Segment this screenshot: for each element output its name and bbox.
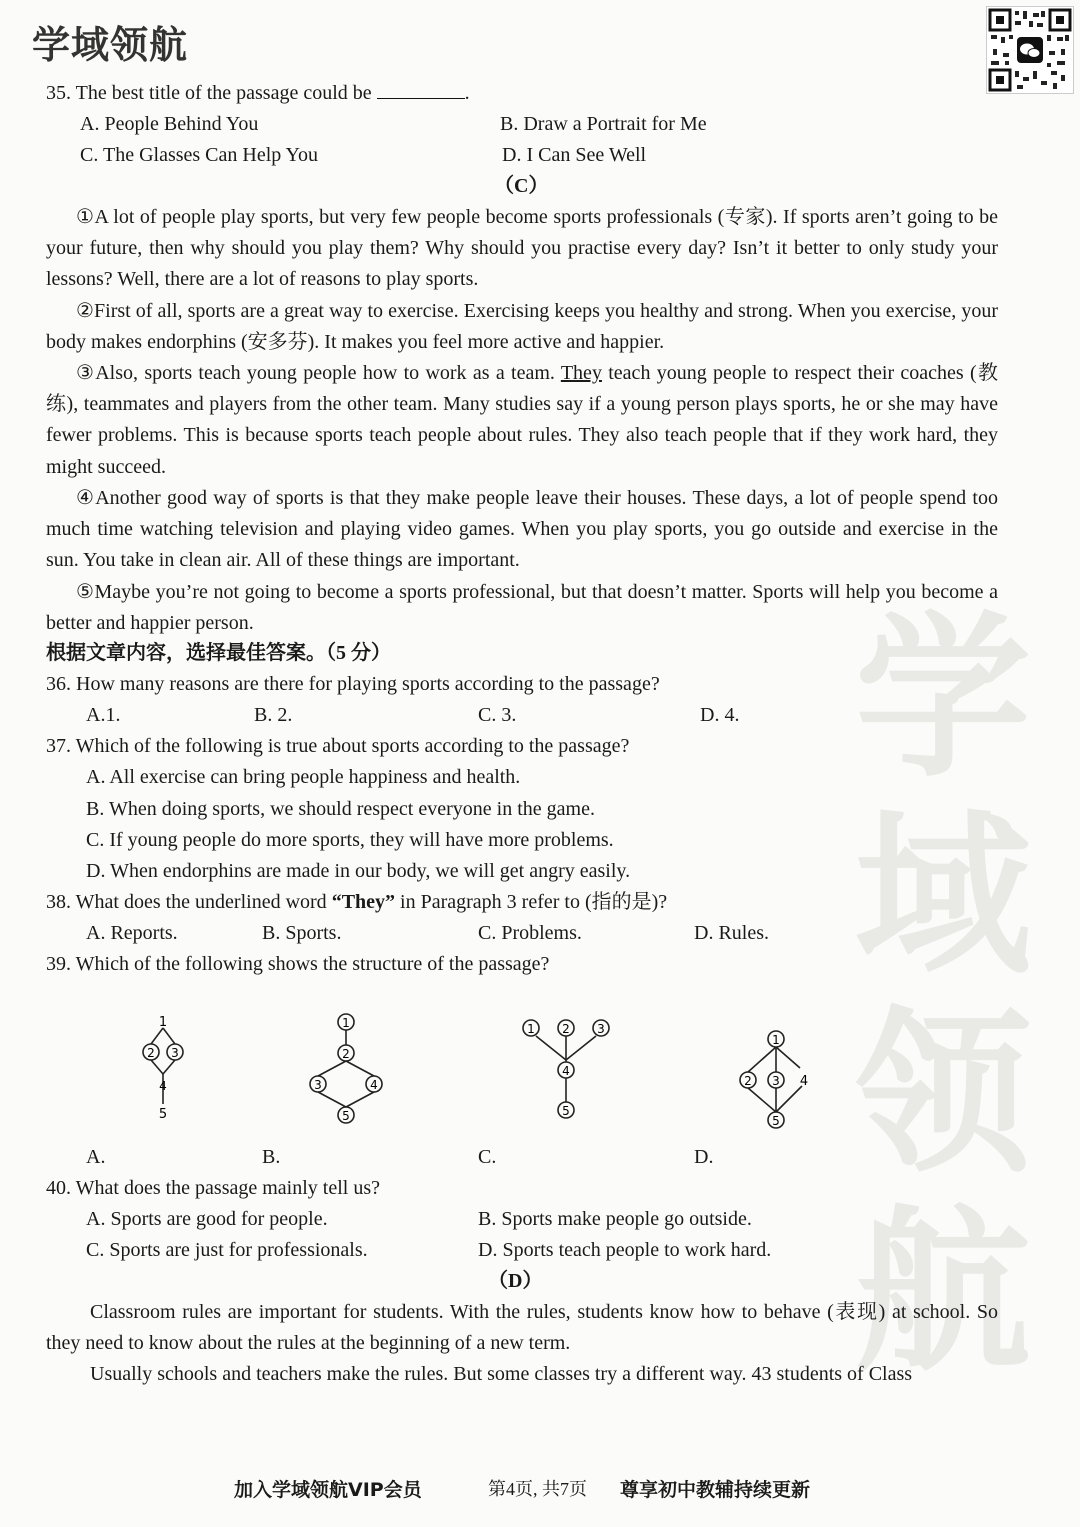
footer-update-note: 尊享初中教辅持续更新	[620, 1479, 811, 1501]
paragraph-3-rest: teach young people to respect their coaches (教练), teammates and players from the other team. Many studies say if a young person plays sports, he or she may have fewer problems. This is because sports teach people about rules. They also teach people that if they work hard, they might succeed.	[46, 362, 998, 478]
node-label: 1	[527, 1022, 535, 1036]
passage-c-paragraph-4: ④Another good way of sports is that they make people leave their houses. These days, a lot of people spend too much time watching television and playing video games. When you play sports, you go outside and exercise in the sun. You take in clean air. All of these things are important.	[46, 487, 998, 572]
q40-option-a: A. Sports are good for people.	[86, 1208, 328, 1230]
passage-c-paragraph-1: ①A lot of people play sports, but very few people become sports professionals (专家). If sports aren’t going to be your future, then why should you play them? Why should you practise every day? Isn’t it better to only study your lessons? Well, there are a lot of reasons to play sports.	[46, 206, 998, 291]
node-label: 4	[799, 1074, 809, 1089]
node-label: 1	[772, 1033, 780, 1047]
watermark-char: 领	[854, 992, 1031, 1197]
q35-option-c: C. The Glasses Can Help You	[80, 144, 318, 166]
node-label: 2	[562, 1022, 570, 1036]
node-label: 3	[772, 1074, 780, 1088]
passage-c-paragraph-2: ②First of all, sports are a great way to exercise. Exercising keeps you healthy and strong. When you exercise, your body makes endorphins (安多芬). It makes you feel more active and happier.	[46, 300, 998, 354]
q35-option-a: A. People Behind You	[80, 113, 259, 135]
q35-option-d: D. I Can See Well	[502, 144, 647, 166]
node-label: 2	[147, 1046, 155, 1060]
q35-question	[46, 80, 470, 106]
node-label: 5	[772, 1114, 780, 1128]
node-label: 1	[158, 1015, 168, 1030]
logo: 学域领航	[32, 23, 189, 67]
footer-vip-promo: 加入学域领航VIP会员	[234, 1479, 422, 1501]
node-label: 1	[342, 1016, 350, 1030]
passage-c-paragraph-3	[46, 358, 998, 483]
qr-code	[986, 6, 1074, 94]
structure-diagram-b	[300, 1008, 396, 1132]
node-label: 2	[744, 1074, 752, 1088]
q39-option-c: C.	[478, 1146, 497, 1168]
q36-option-c: C. 3.	[478, 704, 517, 726]
q38-text-start: 38. What does the underlined word	[46, 891, 327, 913]
q36-question: 36. How many reasons are there for playing sports according to the passage?	[46, 673, 660, 695]
q39-option-b: B.	[262, 1146, 281, 1168]
watermark-char: 域	[854, 794, 1031, 999]
node-label: 3	[597, 1022, 605, 1036]
q38-option-b: B. Sports.	[262, 922, 342, 944]
q35-option-b: B. Draw a Portrait for Me	[500, 113, 707, 135]
page-number: 第4页, 共7页	[488, 1479, 587, 1499]
watermark-char: 学	[854, 596, 1031, 801]
q36-option-b: B. 2.	[254, 704, 293, 726]
instruction: 根据文章内容，选择最佳答案。（5 分）	[46, 642, 391, 664]
passage-c-paragraph-5: ⑤Maybe you’re not going to become a sports professional, but that doesn’t matter. Sports will help you become a better and happier person.	[46, 581, 998, 635]
q36-option-a: A.1.	[86, 704, 121, 726]
q38-question	[46, 889, 667, 915]
q38-quoted-word: “They”	[331, 891, 396, 913]
passage-d-paragraph-1: Classroom rules are important for students. With the rules, students know how to behave (表现) at school. So they need to know about the rules at the beginning of a new term.	[46, 1301, 998, 1355]
node-label: 5	[342, 1109, 350, 1123]
paragraph-3-start: ③Also, sports teach young people how to work as a team.	[76, 362, 555, 384]
qr-code-icon	[987, 7, 1073, 93]
q37-question: 37. Which of the following is true about sports according to the passage?	[46, 735, 630, 757]
watermark-char: 航	[854, 1190, 1031, 1395]
node-label: 4	[159, 1079, 167, 1093]
node-label: 5	[158, 1107, 168, 1122]
q37-option-c: C. If young people do more sports, they will have more problems.	[86, 829, 614, 851]
structure-diagram-d	[730, 1022, 826, 1138]
q35-end: .	[464, 82, 470, 104]
node-label: 2	[342, 1047, 350, 1061]
section-d-heading: （D）	[488, 1270, 543, 1292]
node-label: 4	[370, 1078, 378, 1092]
q37-option-d: D. When endorphins are made in our body, we will get angry easily.	[86, 860, 631, 882]
q40-question: 40. What does the passage mainly tell us?	[46, 1177, 380, 1199]
q36-option-d: D. 4.	[700, 704, 740, 726]
node-label: 4	[562, 1064, 570, 1078]
q38-option-d: D. Rules.	[694, 922, 769, 944]
passage-d-paragraph-2: Usually schools and teachers make the rules. But some classes try a different way. 43 students of Class	[90, 1363, 913, 1385]
q35-text: 35. The best title of the passage could be	[46, 82, 372, 104]
underlined-word-they: They	[560, 362, 602, 384]
q39-question: 39. Which of the following shows the structure of the passage?	[46, 953, 550, 975]
answer-blank	[377, 80, 465, 99]
q37-option-a: A. All exercise can bring people happiness and health.	[86, 766, 521, 788]
node-label: 5	[562, 1104, 570, 1118]
node-label: 3	[314, 1078, 322, 1092]
q38-text-end: in Paragraph 3 refer to (指的是)?	[400, 891, 668, 913]
q39-option-a: A.	[86, 1146, 106, 1168]
q38-option-a: A. Reports.	[86, 922, 178, 944]
q37-option-b: B. When doing sports, we should respect everyone in the game.	[86, 798, 595, 820]
node-label: 3	[171, 1046, 179, 1060]
q40-option-b: B. Sports make people go outside.	[478, 1208, 752, 1230]
q40-option-c: C. Sports are just for professionals.	[86, 1239, 368, 1261]
watermark	[848, 596, 1038, 1395]
structure-diagram-c	[512, 1012, 622, 1124]
q38-option-c: C. Problems.	[478, 922, 582, 944]
structure-diagram-a	[130, 1010, 200, 1130]
q40-option-d: D. Sports teach people to work hard.	[478, 1239, 772, 1261]
section-c-heading: （C）	[494, 175, 549, 197]
q39-option-d: D.	[694, 1146, 714, 1168]
